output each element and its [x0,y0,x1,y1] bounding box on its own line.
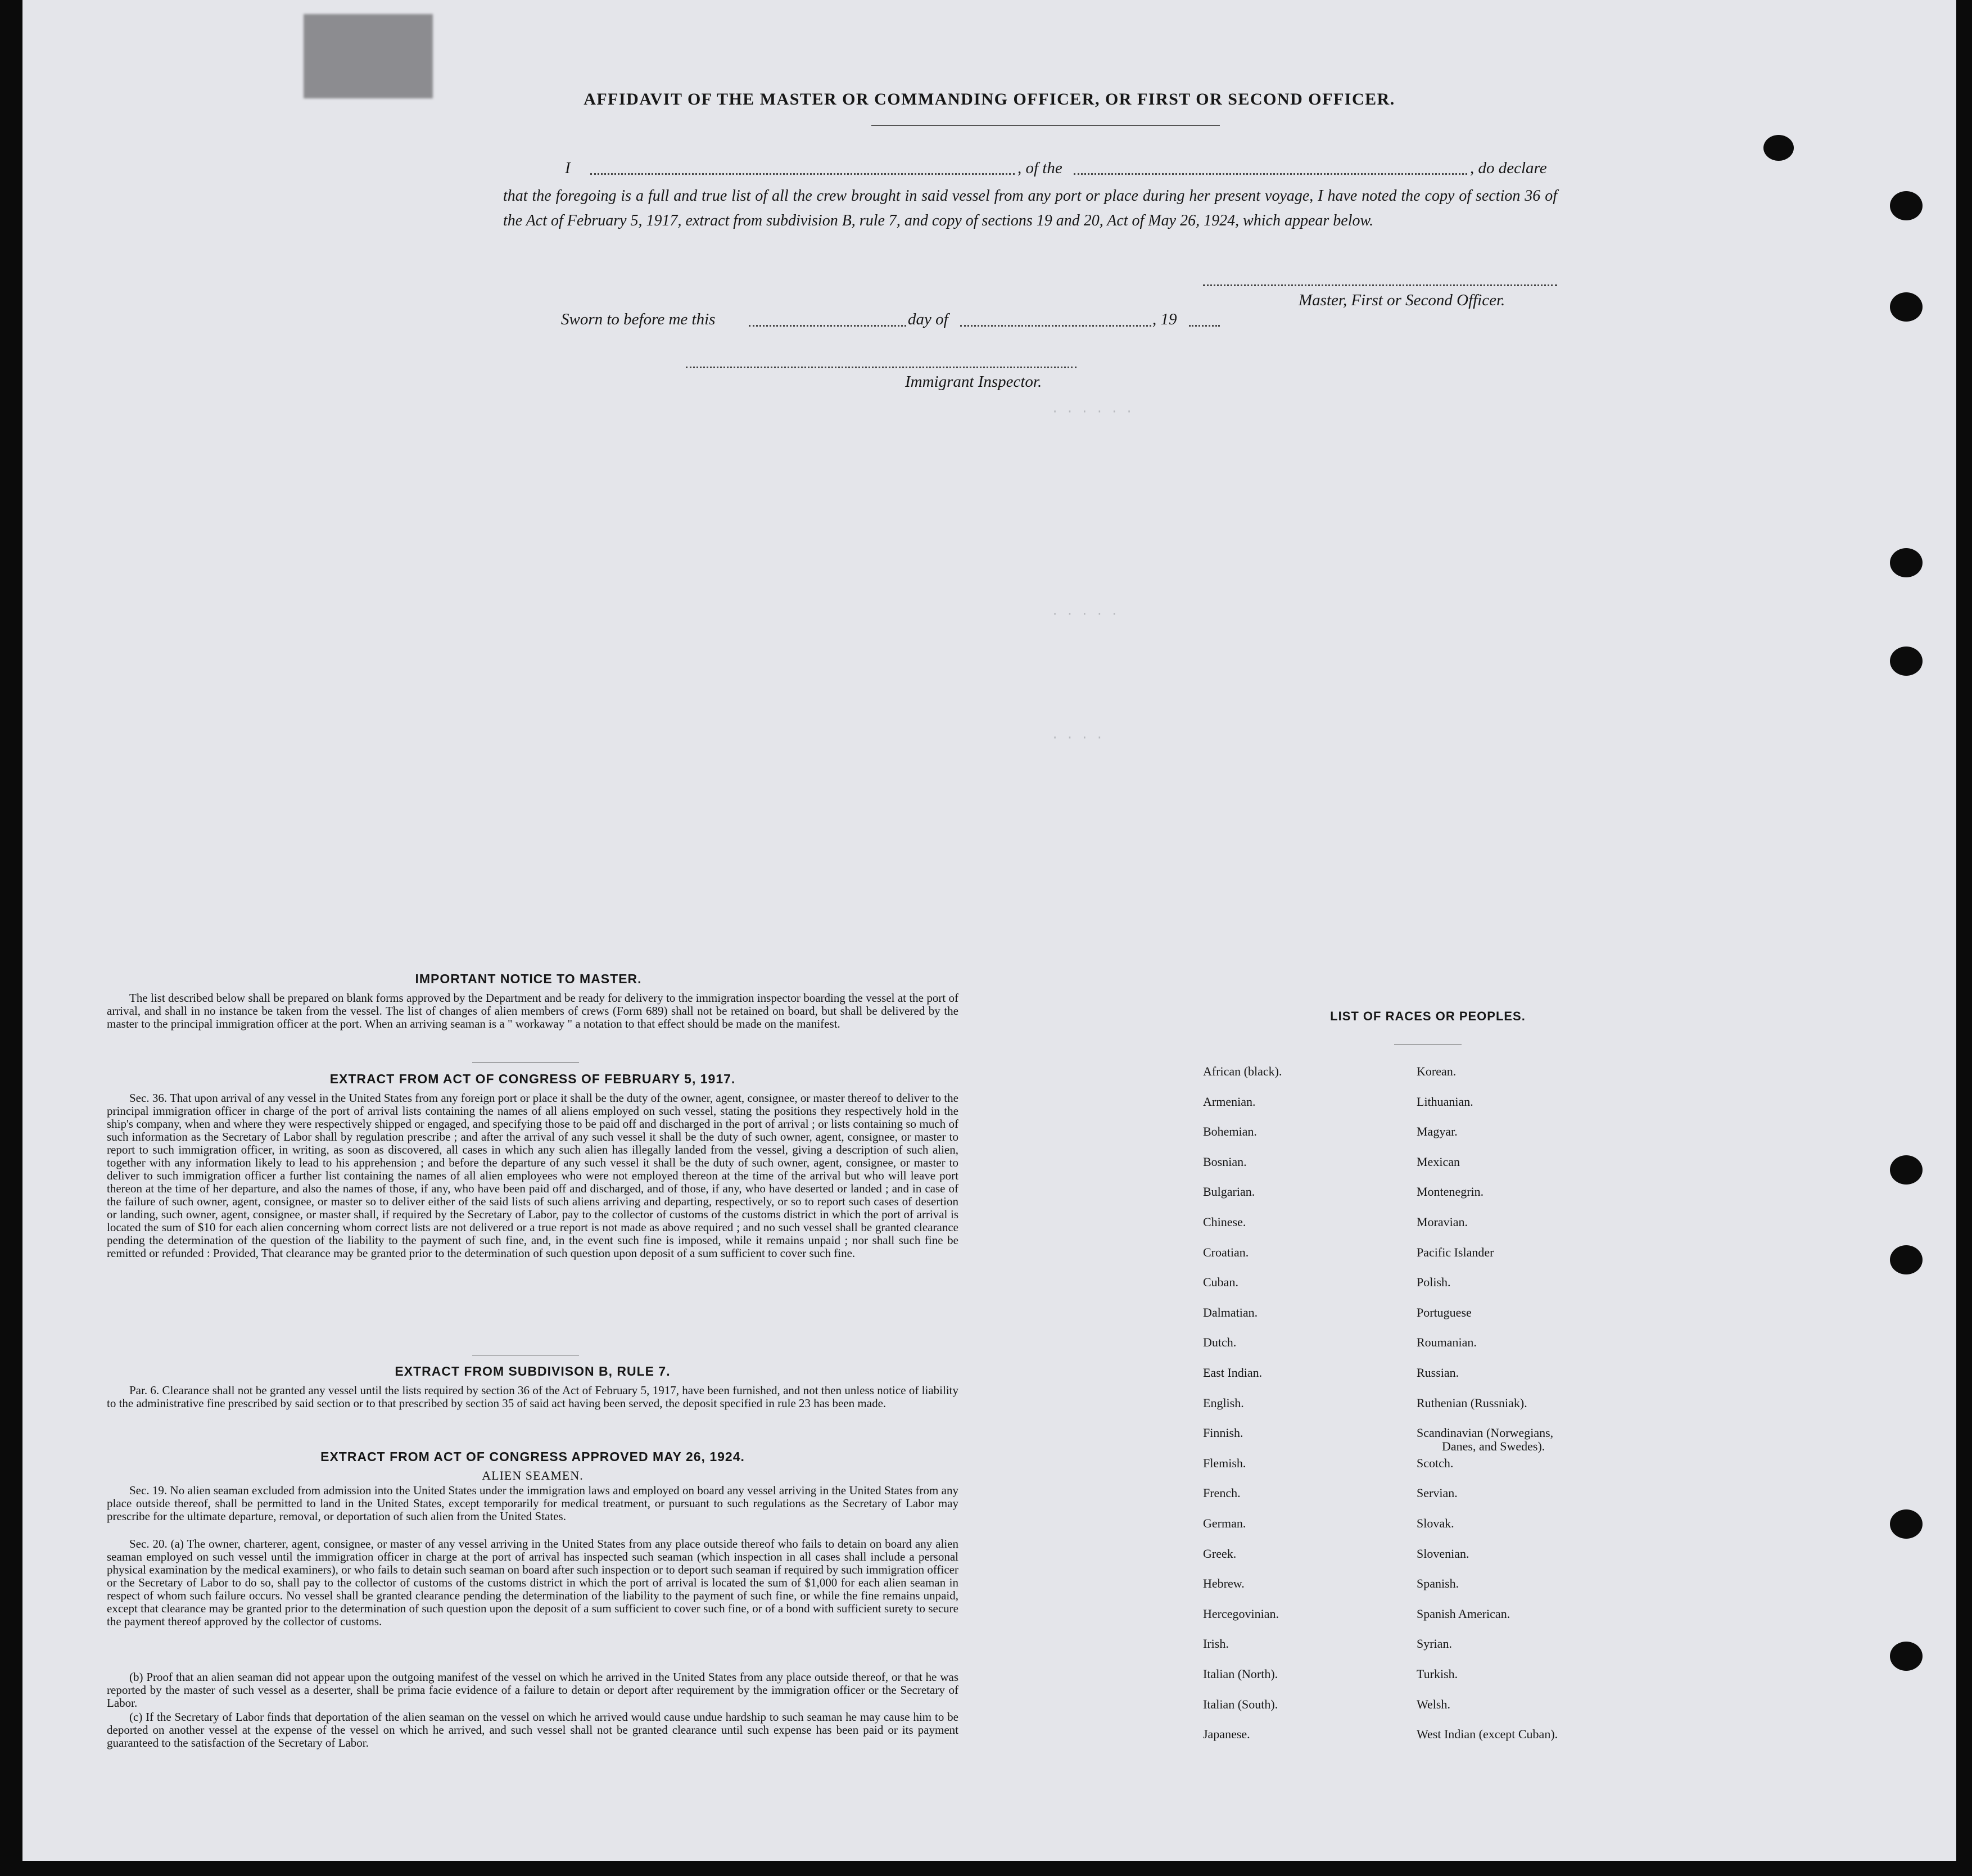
officer-signature-line [1203,284,1557,286]
extract-1924-title: EXTRACT FROM ACT OF CONGRESS APPROVED MAY 26, 1924. [320,1449,745,1464]
affidavit-of-the: , of the [1017,159,1062,177]
extract-rule7-body: Par. 6. Clearance shall not be granted any vessel until the lists required by section 36 of the Act of February 5, 1917, have been furnished, and not then unless notice of liability to the administrative fine prescribed by said section or to that prescribed by section 35 of said act having been served, the deposit specified in rule 23 has been made. [107,1384,958,1410]
race-item: Dutch. [1203,1335,1237,1349]
sworn-label: Sworn to before me this [561,310,716,328]
race-item: Moravian. [1417,1215,1468,1229]
punch-hole-icon [1890,1509,1923,1539]
title-underline [871,125,1220,126]
race-item: Croatian. [1203,1245,1249,1259]
vessel-field-line [1074,173,1467,175]
race-item: Japanese. [1203,1727,1250,1741]
affidavit-i: I [565,159,571,177]
day-field-line [749,325,906,327]
year-field-line [1189,325,1220,327]
notice-title: IMPORTANT NOTICE TO MASTER. [415,971,642,986]
race-item: Slovak. [1417,1516,1454,1530]
race-item: Greek. [1203,1547,1237,1561]
race-item: Scandinavian (Norwegians, [1417,1426,1554,1440]
name-field-line [590,173,1015,175]
race-item: Flemish. [1203,1456,1246,1470]
extract-1917-title: EXTRACT FROM ACT OF CONGRESS OF FEBRUARY 5, 1917. [329,1072,736,1086]
sec19-text: Sec. 19. No alien seaman excluded from admission into the United States under the immigration laws and employed on board any vessel arriving in the United States from any place outside thereof, shall be permitted to land in the United States, except temporarily for medical treatment, or pursuant to such regulations as the Secretary of Labor may prescribe for the ultimate departure, removal, or deportation of such alien from the United States. [107,1484,958,1523]
race-item: Bosnian. [1203,1155,1247,1169]
punch-hole-icon [1890,1642,1923,1671]
alien-seamen-subtitle: ALIEN SEAMEN. [482,1468,584,1482]
race-item: Hebrew. [1203,1576,1245,1590]
day-label: day of [908,310,948,328]
affidavit-title: AFFIDAVIT OF THE MASTER OR COMMANDING OFFICER, OR FIRST OR SECOND OFFICER. [584,90,1395,109]
sec20b-text: (b) Proof that an alien seaman did not appear upon the outgoing manifest of the vessel on which he arrived in the United States from any place outside thereof, or that he was reported by the master of such vessel as a deserter, shall be prima facie evidence of a failure to detain or deport after requirement by the immigration officer or the Secretary of Labor. [107,1670,958,1710]
sec20a-text: Sec. 20. (a) The owner, charterer, agent, consignee, or master of any vessel arriving in the United States from any place outside thereof who fails to detain on board any alien seaman employed on such vessel until the immigration officer in charge at the port of arrival has inspected such seaman (which inspection in all cases shall include a personal physical examination by the medical examiners), or who fails to detain such seaman on board after such inspection or to deport such seaman if required by such immigration officer or the Secretary of Labor to do so, shall pay to the collector of customs of the customs district in which the port of arrival is located the sum of $1,000 for each alien seaman in respect of whom such failure occurs. No vessel shall be granted clearance pending the determination of the liability to the payment of such fine, or while the fine remains unpaid, except that clearance may be granted prior to the determination of such question upon the deposit of a sum sufficient to cover such fine, or of a bond with sufficient surety to secure the payment thereof approved by the collector of customs. [107,1537,958,1628]
race-item: Spanish. [1417,1576,1459,1590]
race-item: Armenian. [1203,1095,1256,1109]
race-item: Lithuanian. [1417,1095,1473,1109]
punch-hole-icon [1890,1155,1923,1185]
race-item: Pacific Islander [1417,1245,1494,1259]
race-item: Polish. [1417,1275,1451,1289]
extract-1917-body: Sec. 36. That upon arrival of any vessel in the United States from any foreign port or place it shall be the duty of the owner, agent, consignee, or master thereof to deliver to the principal immigration officer in charge of the port of arrival lists containing the names of all aliens employed on such vessel, stating the positions they respectively hold in the ship's company, when and where they were respectively shipped or engaged, and specifying those to be paid off and discharged in the port of arrival ; or lists containing so much of such information as the Secretary of Labor shall by regulation prescribe ; and after the arrival of any such vessel it shall be the duty of such owner, agent, consignee, or master to report to such immigration officer, in writing, as soon as discovered, all cases in which any such alien has illegally landed from the vessel, giving a description of such alien, together with any information likely to lead to his apprehension ; and before the departure of any such vessel it shall be the duty of such owner, agent, consignee, or master to deliver to such immigration officer a further list containing the names of all alien employees who were not employed thereon at the time of the arrival but who will leave port thereon at the time of her departure, and also the names of those, if any, who have been paid off and discharged, and of those, if any, who have deserted or landed ; and in case of the failure of such owner, agent, consignee, or master so to deliver either of the said lists of such aliens arriving and departing, respectively, or so to report such cases of desertion or landing, such owner, agent, consignee, or master shall, if required by the Secretary of Labor, pay to the collector of customs of the customs district in which the port of arrival is located the sum of $10 for each alien concerning whom correct lists are not delivered or a true report is not made as above required ; and no such vessel shall be granted clearance pending the determination of the question of the liability to the payment of such fine, and, in the event such fine is imposed, while it remains unpaid ; nor shall such fine be remitted or refunded : Provided, That clearance may be granted prior to the determination of such question upon deposit of a sum sufficient to cover such fine. [107,1091,958,1260]
race-item: Slovenian. [1417,1547,1469,1561]
inspector-signature-line [686,367,1077,368]
race-item: German. [1203,1516,1246,1530]
punch-hole-icon [1890,647,1923,676]
race-item-continuation: Danes, and Swedes). [1442,1439,1545,1453]
race-item: Korean. [1417,1064,1457,1078]
race-item: Italian (South). [1203,1697,1278,1711]
race-item: Mexican [1417,1155,1460,1169]
affidavit-body: that the foregoing is a full and true list of all the crew brought in said vessel from any port or place during her present voyage, I have noted the copy of section 36 of the Act of February 5, 1917, extract from subdivision B, rule 7, and copy of sections 19 and 20, Act of May 26, 1924, which appear below. [503,187,1557,229]
bleed-through-mark: · · · · · [1051,607,1118,621]
sec20c-text: (c) If the Secretary of Labor finds that deportation of the alien seaman on the vessel on which he arrived would cause undue hardship to such seaman he may cause him to be deported on another vessel at the expense of the vessel on which he arrived, and such vessel shall not be granted clearance until such expense has been paid or its payment guaranteed to the satisfaction of the Secretary of Labor. [107,1710,958,1750]
race-item: Irish. [1203,1637,1229,1651]
punch-hole-icon [1890,548,1923,577]
race-item: Spanish American. [1417,1607,1510,1621]
stain-mark [304,14,433,98]
race-item: Roumanian. [1417,1335,1477,1349]
race-item: Scotch. [1417,1456,1454,1470]
punch-hole-icon [1763,135,1794,161]
race-item: Welsh. [1417,1697,1450,1711]
race-item: Russian. [1417,1366,1459,1380]
race-item: Chinese. [1203,1215,1246,1229]
punch-hole-icon [1890,191,1923,220]
race-item: Portuguese [1417,1305,1472,1319]
race-item: Syrian. [1417,1637,1452,1651]
year-label: , 19 [1152,310,1177,328]
race-item: Ruthenian (Russniak). [1417,1396,1527,1410]
race-item: French. [1203,1486,1241,1500]
document-page [22,0,1956,1861]
race-item: Magyar. [1417,1124,1458,1138]
race-item: Dalmatian. [1203,1305,1258,1319]
notice-body: The list described below shall be prepared on blank forms approved by the Department and be ready for delivery to the immigration inspector boarding the vessel at the port of arrival, and shall in no instance be taken from the vessel. The list of changes of alien members of crews (Form 689) shall not be retained on board, but shall be delivered by the master to the principal immigration officer at the port. When an arriving seaman is a " workaway " a notation to that effect should be made on the manifest. [107,991,958,1030]
extract-rule7-title: EXTRACT FROM SUBDIVISON B, RULE 7. [395,1364,671,1378]
race-item: Servian. [1417,1486,1458,1500]
race-item: English. [1203,1396,1244,1410]
bleed-through-mark: · · · · [1051,731,1103,745]
races-title: LIST OF RACES OR PEOPLES. [1330,1009,1526,1023]
month-field-line [960,325,1151,327]
bleed-through-mark: · · · · · · [1051,405,1133,419]
race-item: West Indian (except Cuban). [1417,1727,1558,1741]
race-item: Montenegrin. [1417,1185,1484,1199]
affidavit-declare: , do declare [1470,159,1547,177]
race-item: Cuban. [1203,1275,1238,1289]
race-item: Hercegovinian. [1203,1607,1279,1621]
race-item: Finnish. [1203,1426,1243,1440]
race-item: Turkish. [1417,1667,1458,1681]
race-item: African (black). [1203,1064,1282,1078]
punch-hole-icon [1890,1245,1923,1274]
race-item: Bohemian. [1203,1124,1257,1138]
inspector-label: Immigrant Inspector. [905,373,1042,391]
race-item: East Indian. [1203,1366,1263,1380]
punch-hole-icon [1890,292,1923,322]
race-item: Italian (North). [1203,1667,1278,1681]
race-item: Bulgarian. [1203,1185,1255,1199]
officer-label: Master, First or Second Officer. [1299,291,1505,309]
